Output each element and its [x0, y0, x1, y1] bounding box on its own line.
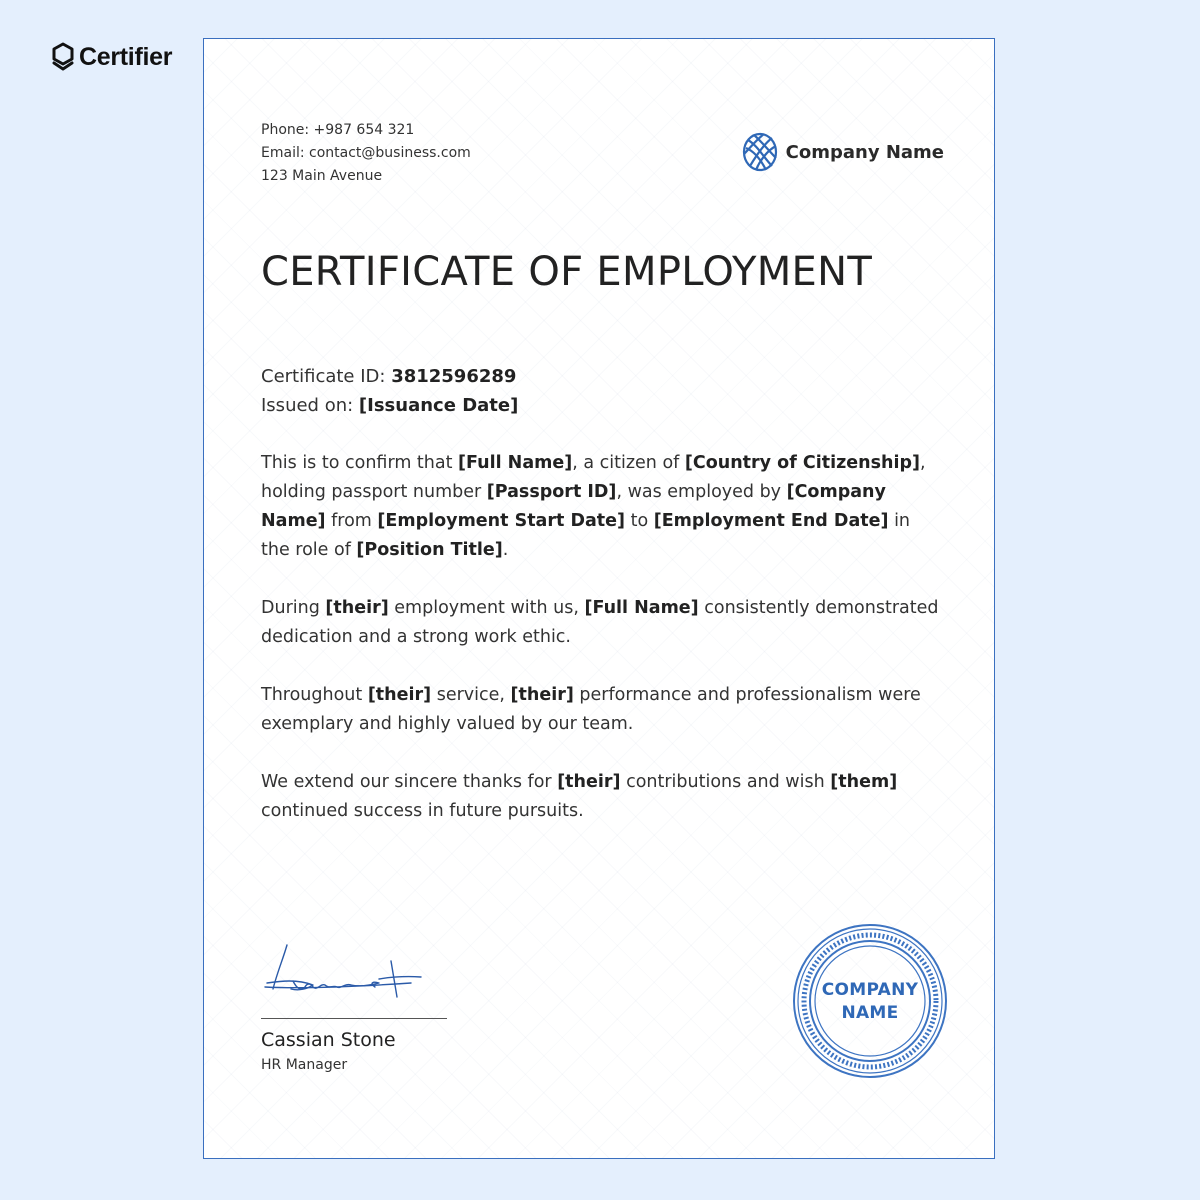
- paragraph-performance: [261, 681, 941, 739]
- paragraph-thanks: [261, 768, 941, 826]
- company-logo: [742, 132, 944, 172]
- text-fragment: , was employed by: [616, 482, 787, 502]
- certificate-id-row: [261, 362, 518, 391]
- placeholder-position: [Position Title]: [356, 540, 503, 560]
- text-fragment: in the role of: [261, 511, 911, 560]
- certificate-body: [261, 449, 941, 855]
- placeholder-pronoun: [their]: [510, 685, 574, 705]
- placeholder-pronoun: [them]: [830, 772, 898, 792]
- contact-phone: Phone: +987 654 321: [261, 122, 415, 138]
- text-fragment: , a citizen of: [572, 453, 685, 473]
- signer-name: Cassian Stone: [261, 1029, 396, 1051]
- certificate-document: [203, 38, 995, 1159]
- text-fragment: This is to confirm that: [261, 453, 459, 473]
- certifier-brand: [51, 42, 172, 72]
- placeholder-pronoun: [their]: [557, 772, 621, 792]
- text-fragment: continued success in future pursuits.: [261, 801, 584, 821]
- certificate-title: CERTIFICATE OF EMPLOYMENT: [261, 249, 873, 295]
- company-seal: [790, 921, 950, 1081]
- text-fragment: to: [625, 511, 654, 531]
- text-fragment: contributions and wish: [620, 772, 831, 792]
- contact-info: [261, 119, 471, 188]
- text-fragment: During: [261, 598, 326, 618]
- seal-line-1: COMPANY: [821, 980, 919, 1000]
- handwritten-signature: [261, 939, 431, 1003]
- placeholder-full-name: [Full Name]: [584, 598, 699, 618]
- placeholder-country: [Country of Citizenship]: [684, 453, 921, 473]
- text-fragment: from: [325, 511, 378, 531]
- text-fragment: service,: [431, 685, 511, 705]
- placeholder-pronoun: [their]: [367, 685, 432, 705]
- certifier-logo-icon: [51, 42, 75, 72]
- issued-on-label: Issued on:: [261, 395, 354, 416]
- signature-line: [261, 1018, 447, 1019]
- issued-on-row: [261, 391, 518, 420]
- signer-role: HR Manager: [261, 1057, 348, 1073]
- signature-block: [261, 939, 447, 1073]
- contact-address: 123 Main Avenue: [261, 168, 383, 184]
- text-fragment: performance and professionalism were exemplary and highly valued by our team.: [261, 685, 921, 734]
- seal-text: [790, 979, 950, 1025]
- paragraph-dedication: [261, 594, 941, 652]
- globe-logo-icon: [742, 132, 778, 172]
- placeholder-start-date: [Employment Start Date]: [377, 511, 626, 531]
- placeholder-passport: [Passport ID]: [486, 482, 617, 502]
- paragraph-confirmation: [261, 449, 941, 565]
- placeholder-pronoun: [their]: [325, 598, 389, 618]
- certifier-brand-name: Certifier: [79, 42, 173, 71]
- text-fragment: We extend our sincere thanks for: [261, 772, 558, 792]
- placeholder-full-name: [Full Name]: [458, 453, 573, 473]
- text-fragment: Throughout: [261, 685, 368, 705]
- contact-email: Email: contact@business.com: [261, 145, 471, 161]
- text-fragment: .: [502, 540, 509, 560]
- certificate-meta: [261, 362, 518, 420]
- seal-line-2: NAME: [841, 1003, 899, 1023]
- text-fragment: , holding passport number: [261, 453, 926, 502]
- text-fragment: employment with us,: [388, 598, 585, 618]
- placeholder-company: [Company Name]: [261, 482, 886, 531]
- issued-on-value: [Issuance Date]: [358, 395, 519, 416]
- certificate-id-value: 3812596289: [391, 366, 517, 387]
- certificate-id-label: Certificate ID:: [261, 366, 386, 387]
- placeholder-end-date: [Employment End Date]: [653, 511, 889, 531]
- company-name: Company Name: [785, 141, 944, 163]
- text-fragment: consistently demonstrated dedication and a strong work ethic.: [261, 598, 939, 647]
